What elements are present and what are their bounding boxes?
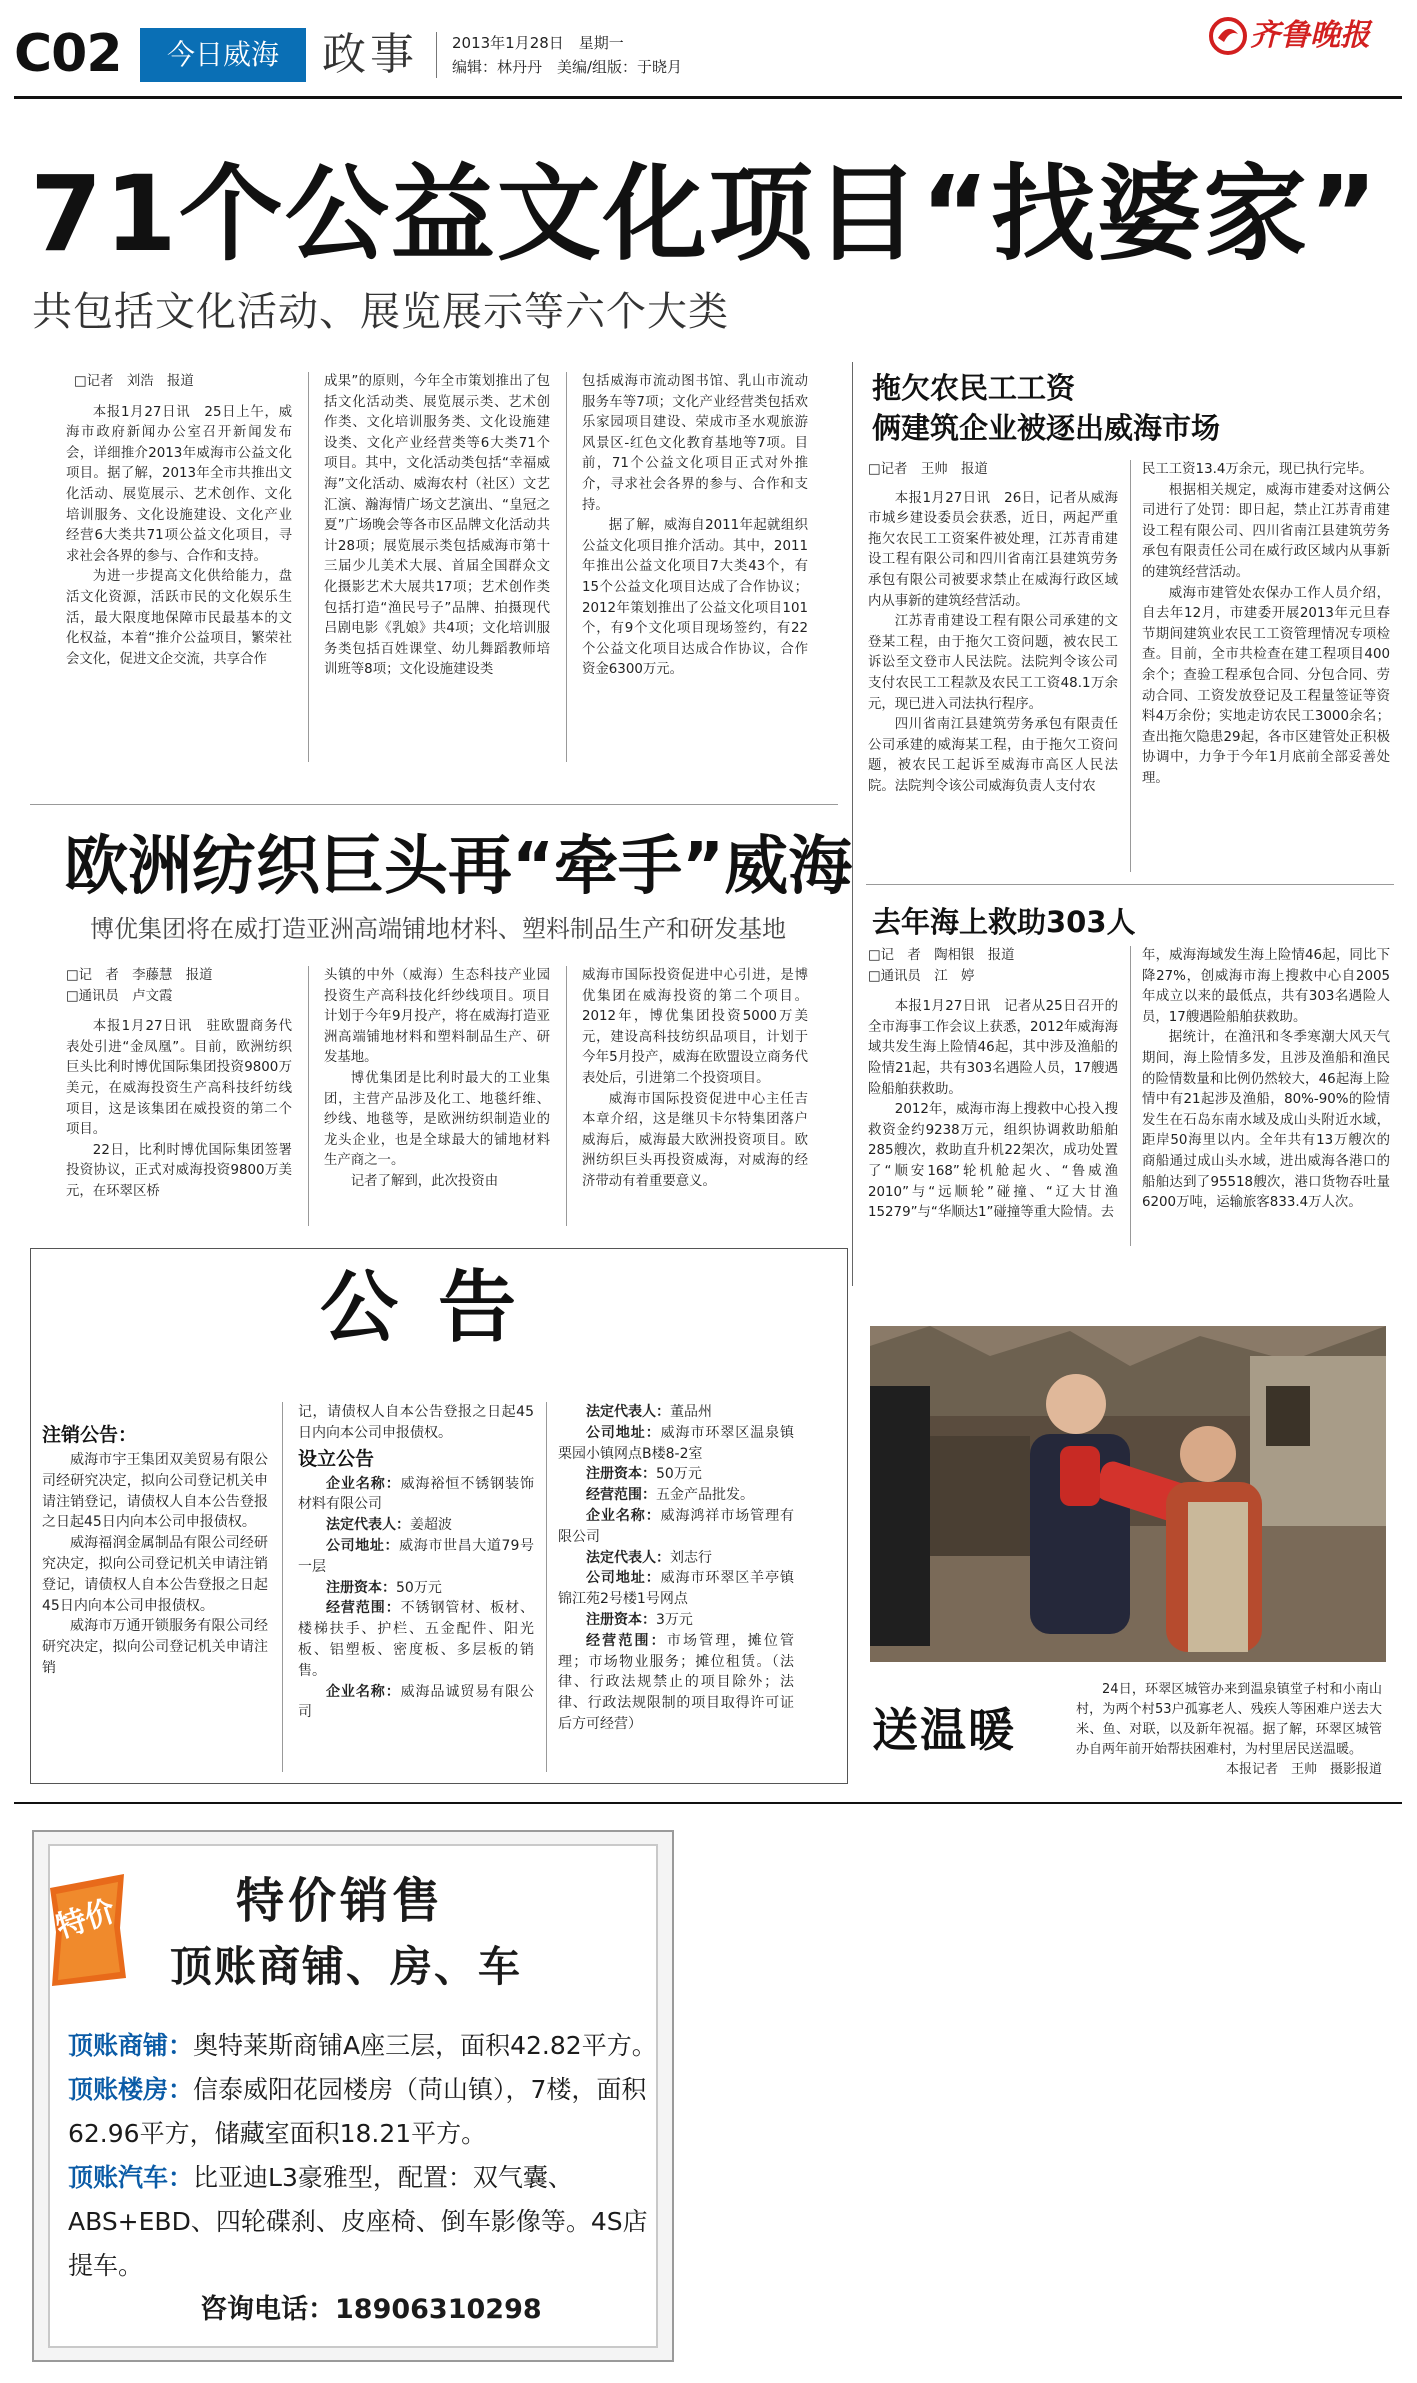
notice-field xyxy=(558,1548,794,1569)
section-divider xyxy=(852,362,853,1286)
column-divider xyxy=(308,372,309,762)
notice-field-label: 注册资本： xyxy=(586,1611,656,1628)
paragraph: 江苏青甫建设工程有限公司承建的文登某工程，由于拖欠工资问题，被农民工诉讼至文登市人民法院。法院判令该公司支付农民工工程款及农民工工资48.1万余元，现已进入司法执行程序。 xyxy=(868,614,1118,712)
paragraph: 本报1月27日讯 记者从25日召开的全市海事工作会议上获悉，2012年威海海域共发生海上险情46起，其中涉及渔船的险情21起，共有303名遇险人员，17艘遇险船舶获救助。 xyxy=(868,999,1118,1097)
notice-field xyxy=(558,1568,794,1610)
notice-field-label: 企业名称： xyxy=(326,1683,401,1700)
news-photo xyxy=(870,1326,1386,1662)
ad-item-shop xyxy=(68,2024,664,2068)
paragraph: 威海市建管处农保办工作人员介绍，自去年12月，市建委开展2013年元旦春节期间建筑业农民工工资管理情况专项检查。目前，全市共检查在建工程项目400余个；查验工程承包合同、分包合同、劳动合同、工资发放登记及工程量签证等资料4万余份；实地走访农民工3000余名；查出拖欠隐患29起，各市区建管处正积极协调中，力争于今年1月底前全部妥善处理。 xyxy=(1142,585,1390,786)
header-rule xyxy=(14,96,1402,99)
header-divider xyxy=(436,32,437,78)
notice-field-value: 威海市环翠区羊亭镇锦江苑2号楼1号网点 xyxy=(558,1570,795,1608)
notice-field xyxy=(558,1506,794,1548)
textile-headline: 欧洲纺织巨头再“牵手”威海 xyxy=(64,830,853,904)
notice-field xyxy=(558,1402,794,1423)
notice-field xyxy=(558,1485,794,1506)
rescue-headline: 去年海上救助303人 xyxy=(872,905,1136,939)
photo-credit: 本报记者 王帅 摄影报道 xyxy=(1225,1762,1382,1777)
notice-field xyxy=(298,1474,534,1516)
notice-field-label: 公司地址： xyxy=(586,1570,661,1587)
ad-item-label: 顶账商铺： xyxy=(68,2031,194,2060)
ad-item-text: 奥特莱斯商铺A座三层，面积42.82平方。 xyxy=(193,2031,657,2060)
wages-column-2 xyxy=(1142,460,1390,790)
wages-headline-line2: 俩建筑企业被逐出威海市场 xyxy=(872,411,1221,445)
issue-date: 2013年1月28日 星期一 xyxy=(452,34,624,52)
page-bottom-rule xyxy=(14,1802,1402,1804)
main-headline: 71个公益文化项目“找婆家” xyxy=(30,153,1380,275)
column-divider xyxy=(566,372,567,762)
notice-paragraph: 威海福润金属制品有限公司经研究决定，拟向公司登记机关申请注销登记，请债权人自本公告登报之日起45日内向本公司申报债权。 xyxy=(42,1535,268,1614)
notice-field-label: 经营范围： xyxy=(326,1600,401,1617)
notice-field-value: 威海市世昌大道79号一层 xyxy=(298,1537,534,1575)
brand-logo xyxy=(1208,8,1404,64)
establishment-heading: 设立公告 xyxy=(298,1447,375,1470)
paragraph: 威海市国际投资促进中心引进，是博优集团在威海投资的第二个项目。2012年，博优集团投资5000万美元，建设高科技纺织品项目，计划于今年5月投产，威海在欧盟设立商务代表处后，引进第二个投资项目。 xyxy=(582,968,808,1086)
notice-field-label: 经营范围： xyxy=(586,1632,667,1649)
main-story-byline: □记者 刘浩 报道 xyxy=(74,374,194,389)
notice-field-value: 刘志行 xyxy=(670,1549,712,1566)
notice-field-label: 法定代表人： xyxy=(586,1404,670,1420)
notice-field xyxy=(298,1536,534,1578)
paragraph: 据统计，在渔汛和冬季寒潮大风天气期间，海上险情多发，且涉及渔船和渔民的险情数量和比例仍然较大，46起海上险情中有21起涉及渔船，80%-90%的险情发生在石岛东南水域及成山头附近水域，距岸50海里以内。全年共有13万艘次的商船通过成山头水域，进出威海各港口的船舶达到了95518艘次，港口货物吞吐量6200万吨，运输旅客833.4万人次。 xyxy=(1142,1030,1390,1211)
notice-field-label: 公司地址： xyxy=(326,1537,400,1554)
column-divider xyxy=(1130,460,1131,872)
column-divider xyxy=(1130,946,1131,1246)
story-rule xyxy=(866,884,1394,885)
notice-field xyxy=(558,1423,794,1465)
notice-field xyxy=(298,1515,534,1536)
page-code: C02 xyxy=(14,24,122,84)
wages-column-1 xyxy=(868,460,1118,798)
notice-field xyxy=(558,1464,794,1485)
ad-item-text: 信泰威阳花园楼房（苘山镇），7楼，面积62.96平方，储藏室面积18.21平方。 xyxy=(68,2075,647,2148)
main-story-column-3 xyxy=(582,372,808,681)
notice-paragraph: 威海市万通开锁服务有限公司经研究决定，拟向公司登记机关申请注销 xyxy=(42,1618,268,1676)
notice-title: 公告 xyxy=(320,1262,557,1353)
ad-item-apartment xyxy=(68,2068,664,2156)
ad-item-label: 顶账汽车： xyxy=(68,2163,194,2192)
notice-field-value: 威海品诚贸易有限公司 xyxy=(298,1683,535,1721)
paragraph: 头镇的中外（威海）生态科技产业园投资生产高科技化纤纱线项目。项目计划于今年9月投产，将在威海打造亚洲高端铺地材料和塑料制品生产、研发基地。 xyxy=(324,968,550,1066)
paragraph: 威海市国际投资促进中心主任吉本章介绍，这是继贝卡尔特集团落户威海后，威海最大欧洲投资项目。欧洲纺织巨头再投资威海，对威海的经济带动有着重要意义。 xyxy=(582,1091,808,1189)
notice-field-label: 企业名称： xyxy=(586,1507,661,1524)
textile-subhead: 博优集团将在威打造亚洲高端铺地材料、塑料制品生产和研发基地 xyxy=(90,915,786,943)
notice-column-1 xyxy=(42,1420,268,1679)
notice-field-label: 企业名称： xyxy=(326,1475,401,1492)
notice-field xyxy=(558,1631,794,1735)
ad-contact-phone: 咨询电话：18906310298 xyxy=(200,2294,542,2325)
paragraph: 民工工资13.4万余元，现已执行完毕。 xyxy=(1142,462,1373,477)
rescue-byline-reporter: □记 者 陶相银 报道 xyxy=(868,948,1015,963)
notice-field xyxy=(298,1598,534,1681)
ad-item-text: 比亚迪L3豪雅型，配置：双气囊、ABS+EBD、四轮碟刹、皮座椅、倒车影像等。4S店提车。 xyxy=(68,2163,648,2280)
notice-field-value: 姜超波 xyxy=(410,1517,452,1534)
notice-field-label: 公司地址： xyxy=(586,1424,661,1441)
notice-field xyxy=(298,1578,534,1599)
notice-field-label: 注册资本： xyxy=(326,1579,396,1596)
notice-field-label: 经营范围： xyxy=(586,1487,656,1504)
notice-field-label: 法定代表人： xyxy=(586,1549,670,1566)
ad-subtitle: 顶账商铺、房、车 xyxy=(170,1942,523,1991)
notice-field-value: 3万元 xyxy=(656,1611,693,1628)
notice-column-3 xyxy=(558,1402,794,1735)
paragraph: 记者了解到，此次投资由 xyxy=(350,1173,499,1189)
notice-field-value: 威海市环翠区温泉镇栗园小镇网点B楼8-2室 xyxy=(558,1424,795,1462)
brand-name: 齐鲁晚报 xyxy=(1250,18,1370,53)
notice-paragraph: 威海市宇王集团双美贸易有限公司经研究决定，拟向公司登记机关申请注销登记，请债权人自本公告登报之日起45日内向本公司申报债权。 xyxy=(42,1452,268,1531)
rescue-column-2 xyxy=(1142,946,1390,1214)
paragraph: 年，威海海域发生海上险情46起，同比下降27%，创威海市海上搜救中心自2005年成立以来的最低点，共有303名遇险人员，17艘遇险船舶获救助。 xyxy=(1142,948,1390,1025)
section-tag: 今日威海 xyxy=(140,28,306,82)
textile-byline-correspondent: □通讯员 卢文霞 xyxy=(66,988,173,1004)
paragraph: 2012年，威海市海上搜救中心投入搜救资金约9238万元，组织协调救助船舶285艘次，救助直升机22架次，成功处置了“顺安168”轮机舱起火、“鲁威渔2010”与“远顺轮”碰撞、“辽大甘渔15279”与“华顺达1”碰撞等重大险情。去 xyxy=(868,1102,1118,1221)
main-subhead: 共包括文化活动、展览展示等六个大类 xyxy=(32,289,729,335)
notice-field-value: 董品州 xyxy=(670,1404,712,1420)
column-divider xyxy=(546,1402,547,1772)
paragraph: 成果”的原则，今年全市策划推出了包括文化活动类、展览展示类、艺术创作类、文化培训服务类、文化设施建设类、文化产业经营类等6大类71个项目。其中，文化活动类包括“幸福威海”文化活动、威海农村（社区）文艺汇演、瀚海情广场文艺演出、“皇冠之夏”广场晚会等各市区品牌文化活动共计28项；展览展示类包括威海市第十三届少儿美术大展、首届全国群众文化摄影艺术大展共17项；艺术创作类包括打造“渔民号子”品牌、拍摄现代吕剧电影《乳娘》共4项；文化培训服务类包括百姓课堂、幼儿舞蹈教师培训班等8项；文化设施建设类 xyxy=(324,374,550,678)
main-story-column-1 xyxy=(66,372,292,670)
paragraph: 本报1月27日讯 26日，记者从威海市城乡建设委员会获悉，近日，两起严重拖欠农民工工资案件被处理，江苏青甫建设工程有限公司和四川省南江县建筑劳务承包有限公司被要求禁止在威海行政区域内从事新的建筑经营活动。 xyxy=(868,490,1118,609)
notice-field-value: 市场管理，摊位管理；市场物业服务；摊位租赁。（法律、行政法规禁止的项目除外；法律、行政法规限制的项目取得许可证后方可经营） xyxy=(558,1632,795,1732)
editor-credits: 编辑：林丹丹 美编/组版：于晓月 xyxy=(452,58,683,76)
textile-column-2 xyxy=(324,966,550,1193)
caption-text: 24日，环翠区城管办来到温泉镇堂子村和小南山村，为两个村53户孤寡老人、残疾人等困难户送去大米、鱼、对联，以及新年祝福。据了解，环翠区城管办自两年前开始帮扶困难村，为村里居民送温暖。 xyxy=(1076,1682,1382,1757)
notice-field-value: 五金产品批发。 xyxy=(656,1487,754,1504)
rescue-byline-correspondent: □通讯员 江 婷 xyxy=(868,968,975,984)
brand-swirl-icon xyxy=(1208,16,1248,56)
photo-caption xyxy=(1076,1680,1382,1780)
ad-item-car xyxy=(68,2156,664,2288)
notice-column-2 xyxy=(298,1402,534,1723)
ad-title: 特价销售 xyxy=(236,1873,445,1929)
photo-title: 送温暖 xyxy=(872,1703,1016,1757)
notice-paragraph: 记，请债权人自本公告登报之日起45日内向本公司申报债权。 xyxy=(298,1404,534,1441)
story-rule xyxy=(30,804,838,805)
photo-illustration xyxy=(870,1326,1386,1662)
wages-headline-line1: 拖欠农民工工资 xyxy=(872,371,1076,405)
rescue-column-1 xyxy=(868,946,1118,1224)
paragraph: 本报1月27日讯 驻欧盟商务代表处引进“金凤凰”。目前，欧洲纺织巨头比利时博优国际集团投资9800万美元，在威海投资生产高科技纤纺线项目，这是该集团在威投资的第二个项目。 xyxy=(66,1019,292,1138)
paragraph: 博优集团是比利时最大的工业集团，主营产品涉及化工、地毯纤维、纱线、地毯等，是欧洲纺织制造业的龙头企业，也是全球最大的铺地材料生产商之一。 xyxy=(324,1070,550,1169)
ad-item-label: 顶账楼房： xyxy=(68,2075,194,2104)
notice-field-value: 威海裕恒不锈钢装饰材料有限公司 xyxy=(298,1475,535,1513)
paragraph: 为进一步提高文化供给能力，盘活文化资源，活跃市民的文化娱乐生活，最大限度地保障市民最基本的文化权益，本着“推介公益项目，繁荣社会文化，促进文企交流，共享合作 xyxy=(66,569,292,667)
notice-field-value: 不锈钢管材、板材、楼梯扶手、护栏、五金配件、阳光板、铝塑板、密度板、多层板的销售。 xyxy=(298,1600,535,1679)
main-story-column-2 xyxy=(324,372,550,681)
notice-field-label: 注册资本： xyxy=(586,1466,656,1483)
paragraph: 22日，比利时博优国际集团签署投资协议，正式对威海投资9800万美元，在环翠区桥 xyxy=(66,1142,292,1199)
paragraph: 根据相关规定，威海市建委对这俩公司进行了处罚：即日起，禁止江苏青甫建设工程有限公司、四川省南江县建筑劳务承包有限责任公司在威行政区域内从事新的建筑经营活动。 xyxy=(1142,482,1390,580)
notice-field xyxy=(298,1682,534,1724)
column-divider xyxy=(566,966,567,1226)
wages-byline: □记者 王帅 报道 xyxy=(868,462,988,477)
notice-field-value: 威海鸿祥市场管理有限公司 xyxy=(558,1507,795,1545)
paragraph: 本报1月27日讯 25日上午，威海市政府新闻办公室召开新闻发布会，详细推介2013年威海市公益文化项目。据了解，2013年全市共推出文化活动、展览展示、艺术创作、文化培训服务、文化设施建设、文化产业经营6大类共71项公益文化项目，寻求社会各界的参与、合作和支持。 xyxy=(66,404,292,564)
notice-field-value: 50万元 xyxy=(396,1579,442,1596)
textile-column-3 xyxy=(582,966,808,1193)
notice-field-label: 法定代表人： xyxy=(326,1517,410,1534)
column-divider xyxy=(282,1402,283,1772)
deregistration-heading: 注销公告： xyxy=(42,1424,138,1446)
paragraph: 包括威海市流动图书馆、乳山市流动服务车等7项；文化产业经营类包括欢乐家园项目建设、荣成市圣水观旅游风景区-红色文化教育基地等7项。目前，71个公益文化项目正式对外推介，寻求社会各界的参与、合作和支持。 xyxy=(582,374,808,513)
wages-headline xyxy=(872,368,1220,448)
sale-badge-text: 特价 xyxy=(51,1893,120,1946)
column-title: 政事 xyxy=(322,29,418,80)
notice-field xyxy=(558,1610,794,1631)
paragraph: 四川省南江县建筑劳务承包有限责任公司承建的威海某工程，由于拖欠工资问题，被农民工起诉至威海市高区人民法院。法院判令该公司威海负责人支付农 xyxy=(868,717,1118,794)
column-divider xyxy=(308,966,309,1226)
paragraph: 据了解，威海自2011年起就组织公益文化项目推介活动。其中，2011年推出公益文化项目7大类43个，有15个公益文化项目达成了合作协议；2012年策划推出了公益文化项目101个，有9个文化项目现场签约，有22个公益文化项目达成合作协议，合作资金6300万元。 xyxy=(582,518,808,678)
textile-byline-reporter: □记 者 李藤慧 报道 xyxy=(66,968,213,983)
textile-column-1 xyxy=(66,966,292,1203)
sale-badge xyxy=(42,1870,132,1990)
notice-field-value: 50万元 xyxy=(656,1466,702,1483)
